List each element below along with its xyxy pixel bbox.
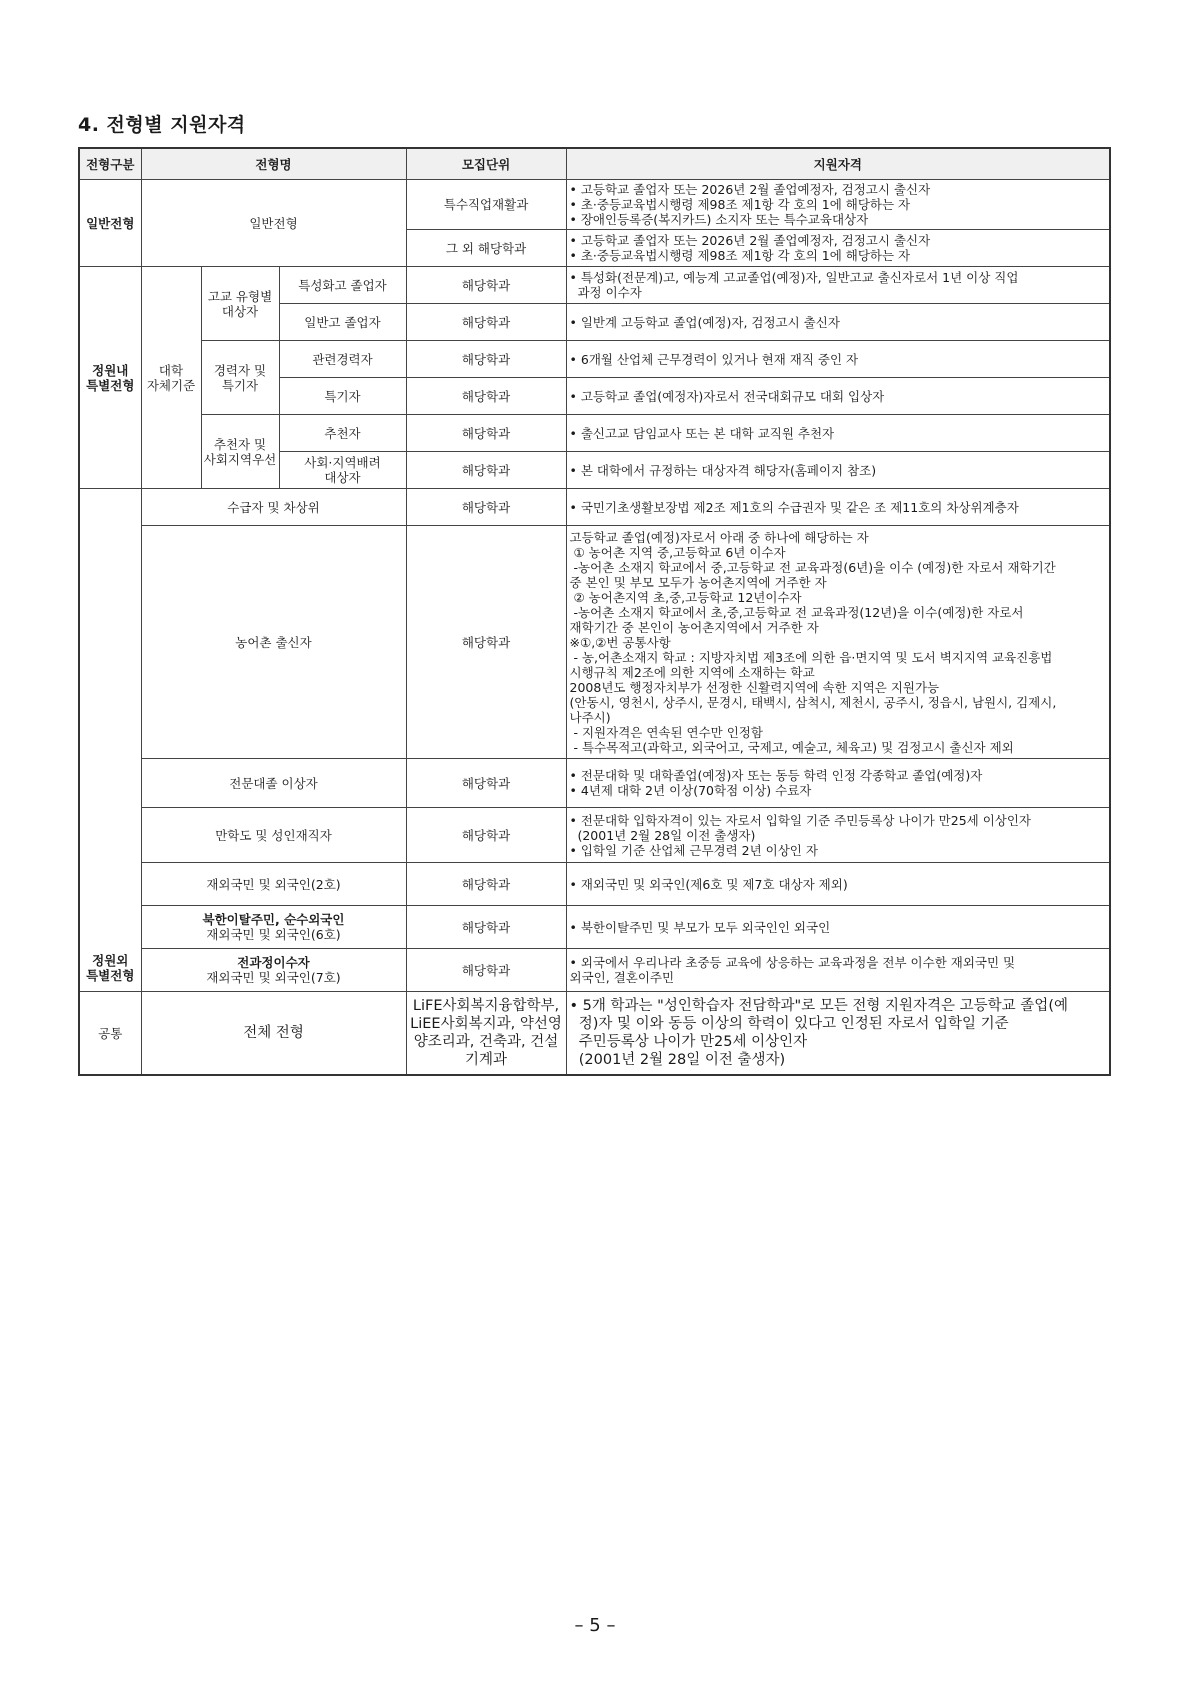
admission-name: 전체 전형 (141, 992, 406, 1076)
qualification-line: ② 농어촌지역 초,중,고등학교 12년이수자 (569, 589, 802, 605)
qualification-cell (566, 808, 1110, 863)
table-row (79, 180, 1110, 230)
table-row (79, 759, 1110, 808)
admission-type: 일반고 졸업자 (279, 304, 406, 341)
qualification-line: • 재외국민 및 외국인(제6호 및 제7호 대상자 제외) (569, 876, 848, 892)
recruit-unit: 특수직업재활과 (406, 180, 566, 230)
qualification-line: 재학기간 중 본인이 농어촌지역에서 거주한 자 (569, 619, 819, 635)
admission-type: 추천자 (279, 415, 406, 452)
qualification-cell (566, 489, 1110, 526)
header-row (79, 148, 1110, 180)
admission-name-bold: 전과정이수자 (237, 955, 310, 970)
admission-type: 관련경력자 (279, 341, 406, 378)
admission-name-text: 수급자 및 차상위 (227, 499, 320, 515)
recruit-unit: 해당학과 (406, 267, 566, 304)
qualification-line: 중 본인 및 부모 모두가 농어촌지역에 거주한 자 (569, 574, 827, 590)
admission-name-text: 만학도 및 성인재직자 (215, 827, 332, 843)
qualification-cell (566, 906, 1110, 949)
qualification-line: 시행규칙 제2조에 의한 지역에 소재하는 학교 (569, 664, 815, 680)
qualification-line: • 고등학교 졸업자 또는 2026년 2월 졸업예정자, 검정고시 출신자 (569, 182, 931, 197)
admission-name: 일반전형 (141, 180, 406, 267)
header-name: 전형명 (141, 148, 406, 180)
admission-name (141, 863, 406, 906)
qualification-cell (566, 267, 1110, 304)
qualification-cell (566, 415, 1110, 452)
qualification-line: • 특성화(전문계)고, 예능계 고교졸업(예정)자, 일반고교 출신자로서 1년 이상 직업 (569, 270, 1019, 285)
recruit-unit: 해당학과 (406, 759, 566, 808)
qualification-line: • 본 대학에서 규정하는 대상자격 해당자(홈페이지 참조) (569, 462, 877, 478)
qualification-line: • 출신고교 담임교사 또는 본 대학 교직원 추천자 (569, 425, 835, 441)
qualification-line: • 4년제 대학 2년 이상(70학점 이상) 수료자 (569, 783, 812, 798)
qualification-line: 과정 이수자 (569, 285, 642, 300)
qualification-cell (566, 526, 1110, 759)
category-outer: 정원외 특별전형 (79, 489, 141, 992)
category-common: 공통 (79, 992, 141, 1076)
admission-type: 사회·지역배려 대상자 (279, 452, 406, 489)
qualification-cell (566, 949, 1110, 992)
qualification-line: 나주시) (569, 709, 611, 725)
admission-name (141, 949, 406, 992)
header-category: 전형구분 (79, 148, 141, 180)
recruit-unit: 해당학과 (406, 415, 566, 452)
qualification-line: • 초·중등교육법시행령 제98조 제1항 각 호의 1에 해당하는 자 (569, 197, 911, 212)
qualification-cell (566, 341, 1110, 378)
recruit-unit: 해당학과 (406, 808, 566, 863)
qualification-line: (안동시, 영천시, 상주시, 문경시, 태백시, 삼척시, 제천시, 공주시, 정읍시, 남원시, 김제시, (569, 694, 1057, 710)
admission-name (141, 489, 406, 526)
table-row (79, 906, 1110, 949)
eligibility-table (78, 147, 1111, 1076)
admission-name-text: 전문대졸 이상자 (229, 775, 318, 791)
group-name: 추천자 및 사회지역우선 (201, 415, 279, 489)
admission-name-bold: 북한이탈주민, 순수외국인 (202, 912, 345, 927)
qualification-line: • 5개 학과는 "성인학습자 전담학과"로 모든 전형 지원자격은 고등학교 졸업(예 (569, 998, 1068, 1014)
admission-name (141, 759, 406, 808)
table-row (79, 341, 1110, 378)
header-qualification: 지원자격 (566, 148, 1110, 180)
header-unit: 모집단위 (406, 148, 566, 180)
qualification-line: • 장애인등록증(복지카드) 소지자 또는 특수교육대상자 (569, 212, 869, 227)
table-row (79, 526, 1110, 759)
recruit-unit: 그 외 해당학과 (406, 230, 566, 267)
qualification-line: • 일반계 고등학교 졸업(예정)자, 검정고시 출신자 (569, 314, 840, 330)
qualification-line: • 고등학교 졸업(예정자)자로서 전국대회규모 대회 입상자 (569, 388, 885, 404)
qualification-cell (566, 992, 1110, 1076)
qualification-line: 2008년도 행정자치부가 선정한 신활력지역에 속한 지역은 지원가능 (569, 679, 940, 695)
group-name: 고교 유형별 대상자 (201, 267, 279, 341)
admission-name (141, 526, 406, 759)
admission-name-text: 재외국민 및 외국인(6호) (206, 927, 341, 942)
section-title: 4. 전형별 지원자격 (78, 114, 246, 136)
qualification-cell (566, 304, 1110, 341)
qualification-line: • 전문대학 및 대학졸업(예정)자 또는 동등 학력 인정 각종학교 졸업(예정)자 (569, 768, 983, 783)
recruit-unit: 해당학과 (406, 452, 566, 489)
category-general: 일반전형 (79, 180, 141, 267)
page-number: – 5 – (574, 1615, 616, 1636)
qualification-cell (566, 180, 1110, 230)
recruit-unit: 해당학과 (406, 949, 566, 992)
qualification-line: • 입학일 기준 산업체 근무경력 2년 이상인 자 (569, 842, 818, 858)
recruit-unit: 해당학과 (406, 378, 566, 415)
qualification-line: - 특수목적고(과학고, 외국어고, 국제고, 예술고, 체육고) 및 검정고시 출신자 제외 (569, 739, 1014, 755)
qualification-line: • 국민기초생활보장법 제2조 제1호의 수급권자 및 같은 조 제11호의 차상위계층자 (569, 499, 1019, 515)
qualification-line: - 지원자격은 연속된 연수만 인정함 (569, 724, 763, 740)
admission-name-text: 재외국민 및 외국인(7호) (206, 970, 341, 985)
qualification-line: 주민등록상 나이가 만25세 이상인자 (569, 1034, 808, 1050)
recruit-unit: 해당학과 (406, 863, 566, 906)
qualification-line: • 6개월 산업체 근무경력이 있거나 현재 재직 중인 자 (569, 351, 859, 367)
group-name: 경력자 및 특기자 (201, 341, 279, 415)
qualification-cell (566, 378, 1110, 415)
qualification-cell (566, 230, 1110, 267)
qualification-cell (566, 759, 1110, 808)
table-row (79, 992, 1110, 1076)
table-row (79, 489, 1110, 526)
admission-name-text: 농어촌 출신자 (235, 634, 312, 650)
qualification-line: • 외국에서 우리나라 초중등 교육에 상응하는 교육과정을 전부 이수한 재외국민 및 (569, 955, 1016, 970)
recruit-unit: LiFE사회복지융합학부, LiEE사회복지과, 약선영양조리과, 건축과, 건설기계과 (406, 992, 566, 1076)
criteria-university: 대학 자체기준 (141, 267, 201, 489)
qualification-cell (566, 452, 1110, 489)
admission-name-text: 재외국민 및 외국인(2호) (206, 876, 341, 892)
category-inner: 정원내 특별전형 (79, 267, 141, 489)
admission-type: 특기자 (279, 378, 406, 415)
table-row (79, 267, 1110, 304)
qualification-line: -농어촌 소재지 학교에서 초,중,고등학교 전 교육과정(12년)을 이수(예정)한 자로서 (569, 604, 1024, 620)
qualification-line: • 고등학교 졸업자 또는 2026년 2월 졸업예정자, 검정고시 출신자 (569, 233, 931, 248)
qualification-line: (2001년 2월 28일 이전 출생자) (569, 1052, 786, 1068)
admission-name (141, 906, 406, 949)
qualification-line: -농어촌 소재지 학교에서 중,고등학교 전 교육과정(6년)을 이수 (예정)한 자로서 재학기간 (569, 559, 1056, 575)
admission-name (141, 808, 406, 863)
qualification-line: • 초·중등교육법시행령 제98조 제1항 각 호의 1에 해당하는 자 (569, 248, 911, 263)
qualification-line: 정)자 및 이와 동등 이상의 학력이 있다고 인정된 자로서 입학일 기준 (569, 1016, 1009, 1032)
qualification-line: ① 농어촌 지역 중,고등학교 6년 이수자 (569, 544, 786, 560)
qualification-line: • 북한이탈주민 및 부모가 모두 외국인인 외국인 (569, 919, 831, 935)
table-row (79, 415, 1110, 452)
table-row (79, 949, 1110, 992)
recruit-unit: 해당학과 (406, 526, 566, 759)
admission-type: 특성화고 졸업자 (279, 267, 406, 304)
recruit-unit: 해당학과 (406, 341, 566, 378)
table-row (79, 863, 1110, 906)
qualification-line: (2001년 2월 28일 이전 출생자) (569, 827, 756, 843)
qualification-cell (566, 863, 1110, 906)
table-row (79, 808, 1110, 863)
qualification-line: 외국인, 결혼이주민 (569, 970, 675, 985)
recruit-unit: 해당학과 (406, 304, 566, 341)
recruit-unit: 해당학과 (406, 489, 566, 526)
qualification-line: ※①,②번 공통사항 (569, 634, 671, 650)
recruit-unit: 해당학과 (406, 906, 566, 949)
qualification-line: • 전문대학 입학자격이 있는 자로서 입학일 기준 주민등록상 나이가 만25세 이상인자 (569, 812, 1032, 828)
qualification-line: 고등학교 졸업(예정)자로서 아래 중 하나에 해당하는 자 (569, 529, 869, 545)
qualification-line: - 농,어촌소재지 학교 : 지방자치법 제3조에 의한 읍·면지역 및 도서 벽지지역 교육진흥법 (569, 649, 1053, 665)
